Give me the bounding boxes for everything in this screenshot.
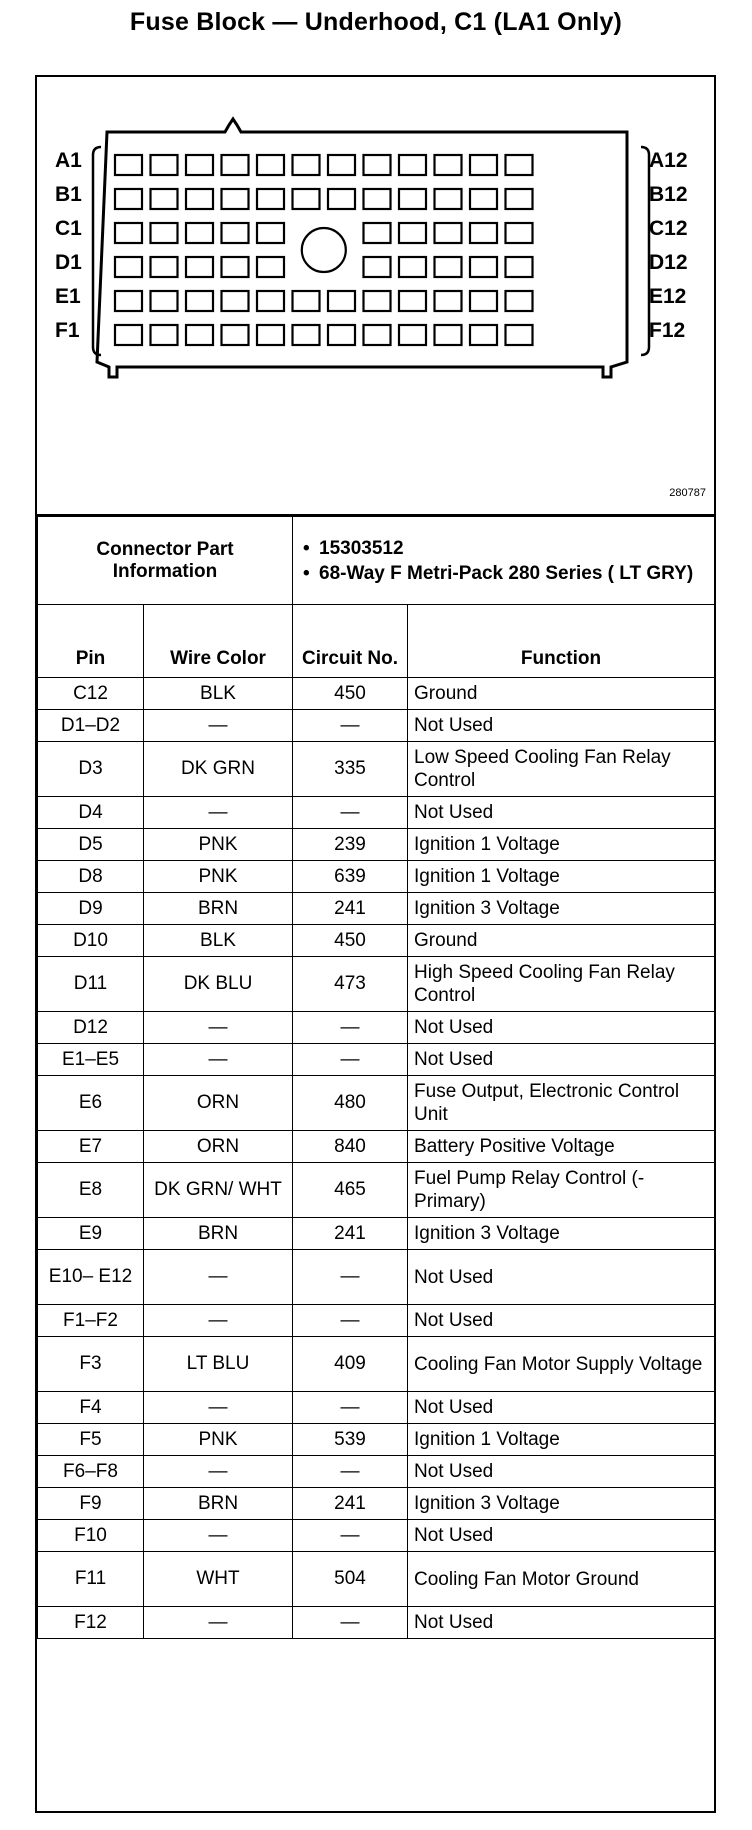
pin-cell: E8 <box>38 1163 144 1218</box>
pinout-table <box>37 516 715 1639</box>
circuit-number-cell: — <box>293 1520 408 1552</box>
circuit-number-cell: 241 <box>293 1218 408 1250</box>
terminal-cavity <box>257 257 284 277</box>
terminal-cavity <box>399 291 426 311</box>
terminal-cavity <box>435 325 462 345</box>
terminal-cavity <box>435 155 462 175</box>
function-cell: Not Used <box>408 1607 715 1639</box>
pin-cell: E7 <box>38 1131 144 1163</box>
pin-cell: D4 <box>38 797 144 829</box>
terminal-cavity <box>186 155 213 175</box>
terminal-cavity <box>115 189 142 209</box>
header-pin: Pin <box>38 605 144 678</box>
terminal-cavity <box>364 155 391 175</box>
terminal-cavity <box>364 325 391 345</box>
circuit-number-cell: — <box>293 1392 408 1424</box>
function-cell: Ignition 3 Voltage <box>408 1218 715 1250</box>
terminal-cavity <box>435 291 462 311</box>
function-cell: Not Used <box>408 1250 715 1305</box>
circuit-number-cell: 239 <box>293 829 408 861</box>
wire-color-cell: — <box>144 1607 293 1639</box>
circuit-number-cell: 480 <box>293 1076 408 1131</box>
wire-color-cell: DK GRN/ WHT <box>144 1163 293 1218</box>
terminal-cavity <box>257 189 284 209</box>
pin-cell: E6 <box>38 1076 144 1131</box>
terminal-cavity <box>257 155 284 175</box>
table-row <box>38 957 715 1012</box>
terminal-cavity <box>115 325 142 345</box>
function-cell: Not Used <box>408 1520 715 1552</box>
table-row <box>38 742 715 797</box>
terminal-cavity <box>328 155 355 175</box>
function-cell: Not Used <box>408 797 715 829</box>
pin-cell: F9 <box>38 1488 144 1520</box>
terminal-cavity <box>470 291 497 311</box>
terminal-cavity <box>222 257 249 277</box>
terminal-cavity <box>399 257 426 277</box>
terminal-cavity <box>506 155 533 175</box>
circuit-number-cell: 840 <box>293 1131 408 1163</box>
terminal-cavity <box>151 223 178 243</box>
function-cell: High Speed Cooling Fan Relay Control <box>408 957 715 1012</box>
pin-cell: F12 <box>38 1607 144 1639</box>
circuit-number-cell: — <box>293 1456 408 1488</box>
terminal-cavity <box>222 223 249 243</box>
pin-cell: F11 <box>38 1552 144 1607</box>
function-cell: Ignition 1 Voltage <box>408 1424 715 1456</box>
wire-color-cell: BRN <box>144 1218 293 1250</box>
table-row <box>38 925 715 957</box>
row-label-right-f: F12 <box>649 319 686 342</box>
circuit-number-cell: 450 <box>293 925 408 957</box>
circuit-number-cell: 335 <box>293 742 408 797</box>
terminal-cavity <box>328 325 355 345</box>
terminal-cavity <box>364 291 391 311</box>
terminal-cavity <box>506 291 533 311</box>
pin-cell: E1–E5 <box>38 1044 144 1076</box>
terminal-cavity <box>470 257 497 277</box>
table-row <box>38 678 715 710</box>
table-row <box>38 1044 715 1076</box>
terminal-cavity <box>399 223 426 243</box>
row-label-right-b: B12 <box>649 183 688 206</box>
wire-color-cell: LT BLU <box>144 1337 293 1392</box>
table-row <box>38 1607 715 1639</box>
function-cell: Battery Positive Voltage <box>408 1131 715 1163</box>
wire-color-cell: BLK <box>144 678 293 710</box>
pin-cell: F3 <box>38 1337 144 1392</box>
wire-color-cell: — <box>144 1044 293 1076</box>
wire-color-cell: ORN <box>144 1076 293 1131</box>
terminal-cavity <box>151 257 178 277</box>
terminal-cavity <box>115 155 142 175</box>
circuit-number-cell: 639 <box>293 861 408 893</box>
header-function: Function <box>408 605 715 678</box>
pin-cell: D10 <box>38 925 144 957</box>
table-row <box>38 797 715 829</box>
wire-color-cell: — <box>144 710 293 742</box>
function-cell: Not Used <box>408 1392 715 1424</box>
table-row <box>38 1305 715 1337</box>
terminal-cavity <box>257 325 284 345</box>
pin-cell: F10 <box>38 1520 144 1552</box>
wire-color-cell: — <box>144 1456 293 1488</box>
terminal-cavity <box>115 223 142 243</box>
connector-type: • 68-Way F Metri-Pack 280 Series ( LT GRY) <box>303 561 704 586</box>
terminal-cavity <box>186 223 213 243</box>
terminal-cavity <box>151 189 178 209</box>
connector-document-frame <box>35 75 716 1813</box>
table-row <box>38 861 715 893</box>
wire-color-cell: DK GRN <box>144 742 293 797</box>
wire-color-cell: — <box>144 1520 293 1552</box>
pin-cell: F4 <box>38 1392 144 1424</box>
function-cell: Fuse Output, Electronic Control Unit <box>408 1076 715 1131</box>
pin-cell: D9 <box>38 893 144 925</box>
wire-color-cell: — <box>144 1392 293 1424</box>
table-row <box>38 1424 715 1456</box>
wire-color-cell: DK BLU <box>144 957 293 1012</box>
circuit-number-cell: — <box>293 1012 408 1044</box>
connector-part-info-values <box>293 517 715 605</box>
pin-cell: E9 <box>38 1218 144 1250</box>
pin-cell: F5 <box>38 1424 144 1456</box>
terminal-cavity <box>151 291 178 311</box>
terminal-cavity <box>506 223 533 243</box>
table-row <box>38 1012 715 1044</box>
terminal-cavity <box>186 257 213 277</box>
row-label-right-e: E12 <box>649 285 687 308</box>
terminal-cavity <box>470 223 497 243</box>
terminal-cavity <box>257 223 284 243</box>
pin-cell: E10– E12 <box>38 1250 144 1305</box>
row-label-left-c: C1 <box>55 217 82 240</box>
function-cell: Not Used <box>408 1012 715 1044</box>
terminal-cavity <box>364 257 391 277</box>
circuit-number-cell: — <box>293 1607 408 1639</box>
terminal-cavity <box>186 325 213 345</box>
circuit-number-cell: 539 <box>293 1424 408 1456</box>
terminal-cavity <box>151 325 178 345</box>
circuit-number-cell: — <box>293 1044 408 1076</box>
center-key-hole <box>302 228 346 272</box>
circuit-number-cell: 465 <box>293 1163 408 1218</box>
terminal-cavity <box>470 325 497 345</box>
row-label-right-d: D12 <box>649 251 688 274</box>
terminal-cavity <box>364 189 391 209</box>
terminal-cavity <box>222 291 249 311</box>
pin-cell: F6–F8 <box>38 1456 144 1488</box>
wire-color-cell: BLK <box>144 925 293 957</box>
function-cell: Fuel Pump Relay Control (-Primary) <box>408 1163 715 1218</box>
terminal-cavity <box>222 155 249 175</box>
wire-color-cell: — <box>144 797 293 829</box>
pin-cell: D11 <box>38 957 144 1012</box>
table-row <box>38 1131 715 1163</box>
table-row <box>38 1218 715 1250</box>
table-row <box>38 1552 715 1607</box>
table-row <box>38 1488 715 1520</box>
function-cell: Low Speed Cooling Fan Relay Control <box>408 742 715 797</box>
terminal-cavity <box>186 291 213 311</box>
circuit-number-cell: — <box>293 710 408 742</box>
circuit-number-cell: 409 <box>293 1337 408 1392</box>
function-cell: Not Used <box>408 710 715 742</box>
circuit-number-cell: 241 <box>293 893 408 925</box>
connector-face-drawing <box>37 77 714 514</box>
connector-part-info-row <box>38 517 715 605</box>
terminal-cavity <box>435 257 462 277</box>
terminal-cavity <box>399 325 426 345</box>
table-row <box>38 1163 715 1218</box>
terminal-cavity <box>151 155 178 175</box>
table-row <box>38 893 715 925</box>
table-header-row <box>38 605 715 678</box>
pin-cell: D3 <box>38 742 144 797</box>
connector-part-info-label: Connector Part Information <box>38 517 293 605</box>
terminal-cavity <box>115 291 142 311</box>
function-cell: Ground <box>408 678 715 710</box>
circuit-number-cell: 504 <box>293 1552 408 1607</box>
row-label-left-d: D1 <box>55 251 82 274</box>
function-cell: Cooling Fan Motor Ground <box>408 1552 715 1607</box>
table-row <box>38 1392 715 1424</box>
terminal-cavity <box>506 189 533 209</box>
terminal-cavity <box>435 223 462 243</box>
right-bracket <box>641 147 649 355</box>
terminal-cavity <box>222 189 249 209</box>
row-label-left-f: F1 <box>55 319 80 342</box>
table-row <box>38 1520 715 1552</box>
terminal-cavity <box>115 257 142 277</box>
wire-color-cell: — <box>144 1305 293 1337</box>
wire-color-cell: ORN <box>144 1131 293 1163</box>
function-cell: Ground <box>408 925 715 957</box>
terminal-cavity <box>399 155 426 175</box>
pin-cell: D1–D2 <box>38 710 144 742</box>
row-label-right-c: C12 <box>649 217 688 240</box>
terminal-cavity <box>293 189 320 209</box>
circuit-number-cell: 450 <box>293 678 408 710</box>
row-label-right-a: A12 <box>649 149 688 172</box>
terminal-cavity <box>364 223 391 243</box>
terminal-cavity <box>293 291 320 311</box>
pin-cell: C12 <box>38 678 144 710</box>
terminal-cavity <box>293 325 320 345</box>
table-row <box>38 1337 715 1392</box>
connector-face-diagram <box>37 77 714 516</box>
terminal-cavity <box>222 325 249 345</box>
table-row <box>38 1076 715 1131</box>
table-row <box>38 1456 715 1488</box>
header-wire-color: Wire Color <box>144 605 293 678</box>
terminal-cavity <box>293 155 320 175</box>
circuit-number-cell: — <box>293 797 408 829</box>
row-label-left-a: A1 <box>55 149 82 172</box>
terminal-cavity <box>328 189 355 209</box>
circuit-number-cell: — <box>293 1305 408 1337</box>
wire-color-cell: WHT <box>144 1552 293 1607</box>
terminal-cavity <box>257 291 284 311</box>
table-row <box>38 829 715 861</box>
function-cell: Not Used <box>408 1044 715 1076</box>
terminal-cavity <box>435 189 462 209</box>
pin-cell: D12 <box>38 1012 144 1044</box>
function-cell: Not Used <box>408 1456 715 1488</box>
wire-color-cell: — <box>144 1250 293 1305</box>
wire-color-cell: PNK <box>144 1424 293 1456</box>
wire-color-cell: PNK <box>144 861 293 893</box>
function-cell: Not Used <box>408 1305 715 1337</box>
header-circuit-no: Circuit No. <box>293 605 408 678</box>
terminal-cavity <box>470 189 497 209</box>
terminal-cavity <box>399 189 426 209</box>
pin-cell: F1–F2 <box>38 1305 144 1337</box>
function-cell: Ignition 3 Voltage <box>408 1488 715 1520</box>
row-label-left-b: B1 <box>55 183 82 206</box>
terminal-cavity <box>506 257 533 277</box>
pin-cell: D8 <box>38 861 144 893</box>
function-cell: Ignition 1 Voltage <box>408 861 715 893</box>
figure-number: 280787 <box>669 487 706 499</box>
function-cell: Ignition 1 Voltage <box>408 829 715 861</box>
part-number: • 15303512 <box>303 536 704 561</box>
table-row <box>38 1250 715 1305</box>
function-cell: Ignition 3 Voltage <box>408 893 715 925</box>
wire-color-cell: BRN <box>144 893 293 925</box>
circuit-number-cell: — <box>293 1250 408 1305</box>
terminal-cavity <box>470 155 497 175</box>
row-label-left-e: E1 <box>55 285 81 308</box>
terminal-cavity <box>506 325 533 345</box>
wire-color-cell: PNK <box>144 829 293 861</box>
page-title: Fuse Block — Underhood, C1 (LA1 Only) <box>129 8 623 36</box>
wire-color-cell: — <box>144 1012 293 1044</box>
terminal-cavity <box>328 291 355 311</box>
function-cell: Cooling Fan Motor Supply Voltage <box>408 1337 715 1392</box>
wire-color-cell: BRN <box>144 1488 293 1520</box>
circuit-number-cell: 241 <box>293 1488 408 1520</box>
circuit-number-cell: 473 <box>293 957 408 1012</box>
pin-cell: D5 <box>38 829 144 861</box>
terminal-cavity <box>186 189 213 209</box>
table-row <box>38 710 715 742</box>
